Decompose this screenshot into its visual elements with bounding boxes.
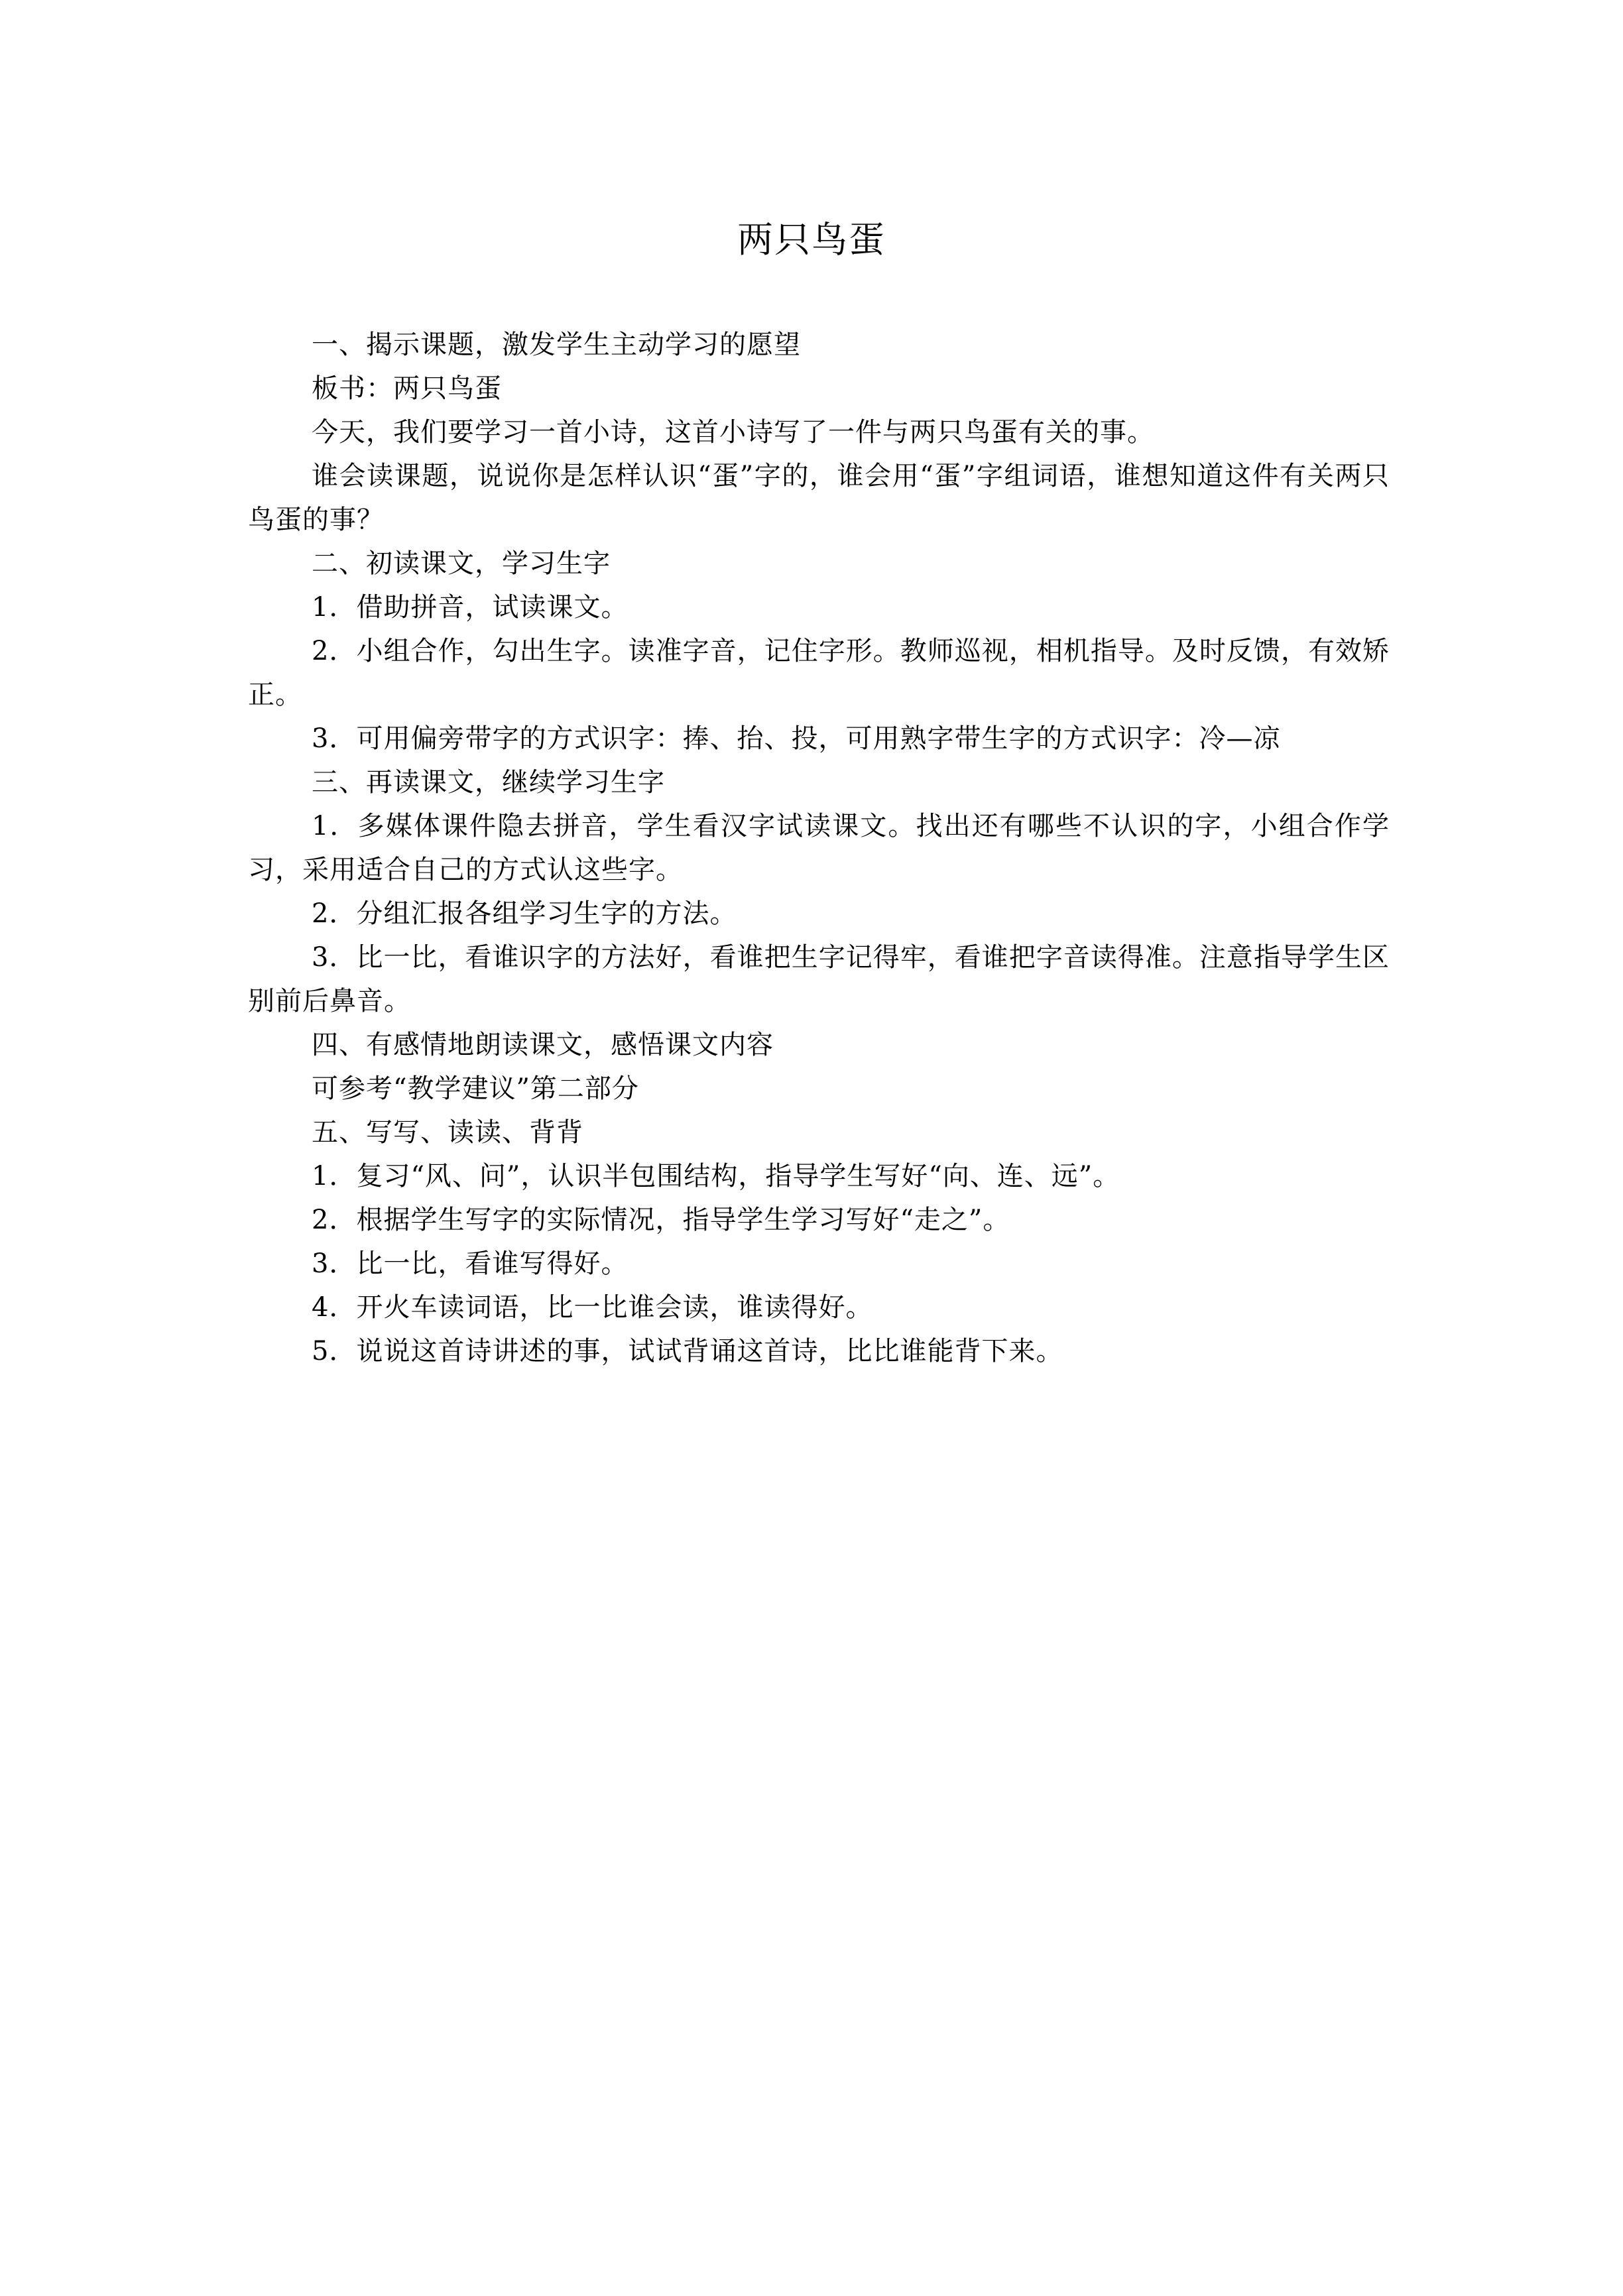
- list-item: 2．小组合作，勾出生字。读准字音，记住字形。教师巡视，相机指导。及时反馈，有效矫正。: [248, 636, 1390, 710]
- section-heading-4: 四、有感情地朗读课文，感悟课文内容: [312, 1030, 774, 1060]
- list-item: 4．开火车读词语，比一比谁会读，谁读得好。: [312, 1292, 873, 1323]
- section-heading-2: 二、初读课文，学习生字: [312, 548, 611, 579]
- list-item: 1．复习“风、问”，认识半包围结构，指导学生写好“向、连、远”。: [312, 1161, 1120, 1191]
- list-item: 5．说说这首诗讲述的事，试试背诵这首诗，比比谁能背下来。: [312, 1336, 1063, 1366]
- paragraph: 可参考“教学建议”第二部分: [312, 1073, 639, 1104]
- section-heading-3: 三、再读课文，继续学习生字: [312, 767, 665, 798]
- list-item: 3．比一比，看谁写得好。: [312, 1248, 629, 1279]
- paragraph: 谁会读课题，说说你是怎样认识“蛋”字的，谁会用“蛋”字组词语，谁想知道这件有关两只鸟蛋的事？: [248, 461, 1390, 535]
- document-body: [248, 323, 1390, 1373]
- list-item: 1．多媒体课件隐去拼音，学生看汉字试读课文。找出还有哪些不认识的字，小组合作学习，采用适合自己的方式认这些字。: [248, 811, 1390, 885]
- section-heading-5: 五、写写、读读、背背: [312, 1117, 583, 1148]
- list-item: 2．分组汇报各组学习生字的方法。: [312, 898, 737, 929]
- document-title: 两只鸟蛋: [737, 219, 886, 261]
- paragraph: 板书：两只鸟蛋: [312, 373, 502, 404]
- section-heading-1: 一、揭示课题，激发学生主动学习的愿望: [312, 330, 801, 360]
- list-item: 3．比一比，看谁识字的方法好，看谁把生字记得牢，看谁把字音读得准。注意指导学生区别前后鼻音。: [248, 942, 1390, 1016]
- paragraph: 今天，我们要学习一首小诗，这首小诗写了一件与两只鸟蛋有关的事。: [312, 417, 1154, 448]
- list-item: 3．可用偏旁带字的方式识字：捧、抬、投，可用熟字带生字的方式识字：冷—凉: [312, 723, 1281, 754]
- list-item: 2．根据学生写字的实际情况，指导学生学习写好“走之”。: [312, 1205, 1010, 1235]
- list-item: 1．借助拼音，试读课文。: [312, 592, 629, 623]
